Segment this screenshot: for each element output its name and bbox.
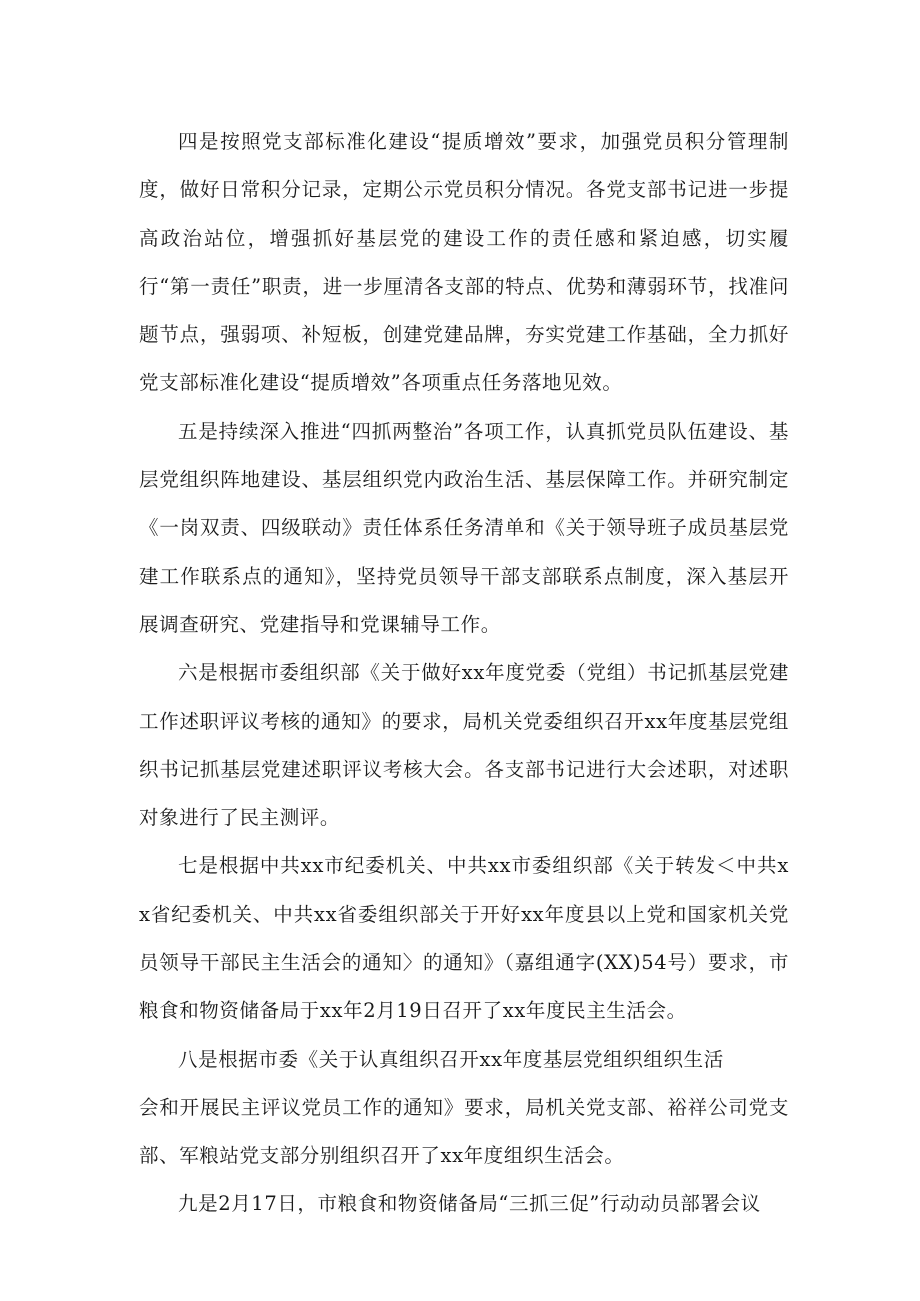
paragraph-7: 七是根据中共xx市纪委机关、中共xx市委组织部《关于转发＜中共xx省纪委机关、中共xx省委组织部关于开好xx年度县以上党和国家机关党员领导干部民主生活会的通知〉的通知》（嘉组通字(XX)54号）要求，市粮食和物资储备局于xx年2月19日召开了xx年度民主生活会。	[139, 854, 789, 1023]
paragraph-4: 四是按照党支部标准化建设“提质增效”要求，加强党员积分管理制度，做好日常积分记录，定期公示党员积分情况。各党支部书记进一步提高政治站位，增强抓好基层党的建设工作的责任感和紧迫感，切实履行“第一责任”职责，进一步厘清各支部的特点、优势和薄弱环节，找准问题节点，强弱项、补短板，创建党建品牌，夯实党建工作基础，全力抓好党支部标准化建设“提质增效”各项重点任务落地见效。	[139, 130, 789, 395]
document-body	[139, 118, 789, 1229]
paragraph-8-line-1: 八是根据市委《关于认真组织召开xx年度基层党组织组织生活	[178, 1047, 724, 1071]
paragraph-9: 九是2月17日，市粮食和物资储备局“三抓三促”行动动员部署会议	[178, 1192, 761, 1216]
paragraph-5: 五是持续深入推进“四抓两整治”各项工作，认真抓党员队伍建设、基层党组织阵地建设、基层组织党内政治生活、基层保障工作。并研究制定《一岗双责、四级联动》责任体系任务清单和《关于领导班子成员基层党建工作联系点的通知》，坚持党员领导干部支部联系点制度，深入基层开展调查研究、党建指导和党课辅导工作。	[139, 419, 789, 636]
paragraph-8-continuation: 会和开展民主评议党员工作的通知》要求，局机关党支部、裕祥公司党支部、军粮站党支部分别组织召开了xx年度组织生活会。	[139, 1095, 789, 1167]
paragraph-6: 六是根据市委组织部《关于做好xx年度党委（党组）书记抓基层党建工作述职评议考核的通知》的要求，局机关党委组织召开xx年度基层党组织书记抓基层党建述职评议考核大会。各支部书记进行大会述职，对述职对象进行了民主测评。	[139, 661, 789, 830]
